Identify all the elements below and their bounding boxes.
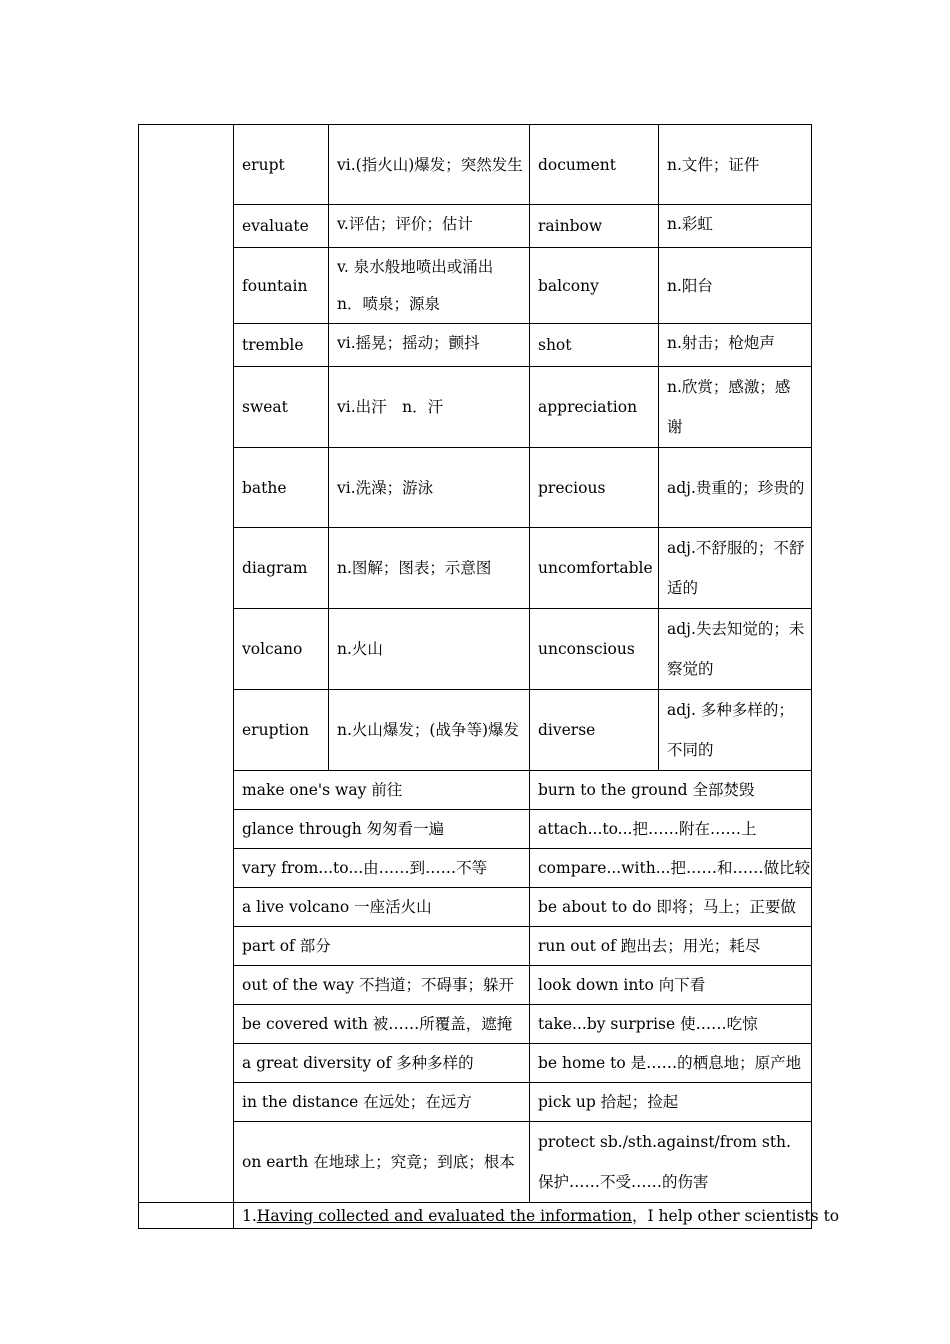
word-meaning: v.评估；评价；估计: [329, 205, 530, 248]
word-meaning: v. 泉水般地喷出或涌出 n．喷泉；源泉: [329, 248, 530, 324]
word: tremble: [234, 324, 329, 367]
word-meaning: n.图解；图表；示意图: [329, 528, 530, 609]
phrase: compare...with...把……和……做比较: [530, 849, 812, 888]
word-meaning: vi.摇晃；摇动；颤抖: [329, 324, 530, 367]
phrase: attach...to...把……附在……上: [530, 810, 812, 849]
phrase: in the distance 在远处；在远方: [234, 1083, 530, 1122]
word: fountain: [234, 248, 329, 324]
word: document: [530, 125, 659, 205]
word: evaluate: [234, 205, 329, 248]
word-meaning: adj.不舒服的；不舒适的: [659, 528, 812, 609]
word: volcano: [234, 609, 329, 690]
phrase: be covered with 被……所覆盖，遮掩: [234, 1005, 530, 1044]
word: diagram: [234, 528, 329, 609]
word-meaning: n.文件；证件: [659, 125, 812, 205]
phrase: vary from...to...由……到……不等: [234, 849, 530, 888]
phrase: burn to the ground 全部焚毁: [530, 771, 812, 810]
word-meaning: vi.(指火山)爆发；突然发生: [329, 125, 530, 205]
phrase: glance through 匆匆看一遍: [234, 810, 530, 849]
word-meaning: n.火山: [329, 609, 530, 690]
word: eruption: [234, 690, 329, 771]
phrase: a live volcano 一座活火山: [234, 888, 530, 927]
word-meaning: n.火山爆发；(战争等)爆发: [329, 690, 530, 771]
word: unconscious: [530, 609, 659, 690]
phrase: out of the way 不挡道；不碍事；躲开: [234, 966, 530, 1005]
word: diverse: [530, 690, 659, 771]
sentence-tail: to: [823, 1206, 840, 1225]
phrase: part of 部分: [234, 927, 530, 966]
word: rainbow: [530, 205, 659, 248]
sentence-underlined: Having collected and evaluated the information: [256, 1206, 632, 1225]
phrase: look down into 向下看: [530, 966, 812, 1005]
phrase: on earth 在地球上；究竟；到底；根本: [234, 1122, 530, 1203]
phrase: be home to 是……的栖息地；原产地: [530, 1044, 812, 1083]
word: erupt: [234, 125, 329, 205]
word: precious: [530, 448, 659, 528]
phrase: run out of 跑出去；用光；耗尽: [530, 927, 812, 966]
phrase: take...by surprise 使……吃惊: [530, 1005, 812, 1044]
word: sweat: [234, 367, 329, 448]
word: uncomfortable: [530, 528, 659, 609]
word-meaning: adj.失去知觉的；未察觉的: [659, 609, 812, 690]
word: shot: [530, 324, 659, 367]
word-meaning: vi.洗澡；游泳: [329, 448, 530, 528]
word: balcony: [530, 248, 659, 324]
word: appreciation: [530, 367, 659, 448]
section-label-cell: [139, 1203, 234, 1229]
phrase: a great diversity of 多种多样的: [234, 1044, 530, 1083]
section-label-cell: [139, 125, 234, 1203]
word-meaning: adj.贵重的；珍贵的: [659, 448, 812, 528]
word-meaning: vi.出汗 n．汗: [329, 367, 530, 448]
phrase: be about to do 即将；马上；正要做: [530, 888, 812, 927]
word-meaning: adj. 多种多样的；不同的: [659, 690, 812, 771]
sentence-rest: ，I help other scientists: [631, 1206, 824, 1225]
sentence-number: 1.: [242, 1206, 257, 1225]
phrase: protect sb./sth.against/from sth.保护……不受……的伤害: [530, 1122, 812, 1203]
word-meaning: n.阳台: [659, 248, 812, 324]
word: bathe: [234, 448, 329, 528]
word-meaning: n.欣赏；感激；感谢: [659, 367, 812, 448]
phrase: pick up 拾起；捡起: [530, 1083, 812, 1122]
example-sentence: [234, 1203, 840, 1229]
vocabulary-table: [138, 124, 840, 1229]
word-meaning: n.彩虹: [659, 205, 812, 248]
word-meaning: n.射击；枪炮声: [659, 324, 812, 367]
phrase: make one's way 前往: [234, 771, 530, 810]
